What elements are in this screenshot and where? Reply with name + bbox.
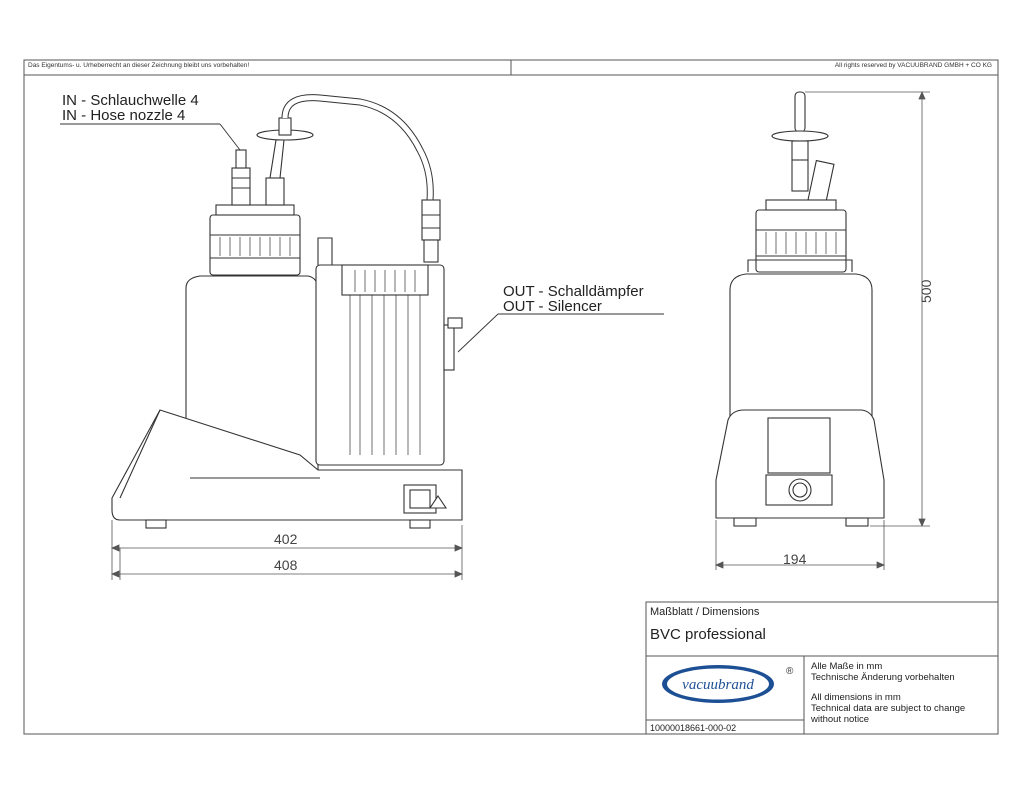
front-display bbox=[768, 418, 830, 473]
dimension-402: 402 bbox=[274, 531, 298, 547]
document-number: 10000018661-000-02 bbox=[650, 723, 737, 733]
front-filter-disk bbox=[772, 131, 828, 141]
svg-text:®: ® bbox=[786, 666, 794, 677]
note-en-2: Technical data are subject to change bbox=[811, 703, 966, 714]
side-bottle-cap bbox=[210, 215, 300, 275]
outlet-label-de: OUT - Schalldämpfer bbox=[503, 283, 644, 300]
vacuubrand-logo bbox=[662, 665, 794, 703]
outlet-label-en: OUT - Silencer bbox=[503, 298, 602, 315]
sheet-type: Maßblatt / Dimensions bbox=[650, 606, 760, 618]
side-silencer bbox=[444, 325, 454, 370]
product-name: BVC professional bbox=[650, 626, 766, 643]
side-view bbox=[112, 98, 462, 528]
front-view bbox=[716, 92, 884, 526]
note-en-1: All dimensions in mm bbox=[811, 692, 901, 703]
dimension-408: 408 bbox=[274, 557, 298, 573]
inlet-label-en: IN - Hose nozzle 4 bbox=[62, 107, 186, 124]
side-vacuum-hose bbox=[285, 98, 430, 200]
note-de-1: Alle Maße in mm bbox=[811, 661, 883, 672]
side-inlet-fitting bbox=[232, 168, 250, 205]
dimension-500: 500 bbox=[918, 279, 934, 303]
header-left-notice: Das Eigentums- u. Urheberrecht an dieser Zeichnung bleibt uns vorbehalten! bbox=[28, 62, 250, 69]
svg-text:vacuubrand: vacuubrand bbox=[682, 677, 754, 693]
inlet-label-de: IN - Schlauchwelle 4 bbox=[62, 92, 199, 109]
note-de-2: Technische Änderung vorbehalten bbox=[811, 672, 955, 683]
front-bottle-cap bbox=[756, 210, 846, 272]
header-right-notice: All rights reserved by VACUUBRAND GMBH + CO KG bbox=[834, 62, 992, 69]
note-en-3: without notice bbox=[811, 714, 870, 725]
dimension-194: 194 bbox=[783, 551, 807, 567]
front-bottle bbox=[730, 274, 872, 430]
